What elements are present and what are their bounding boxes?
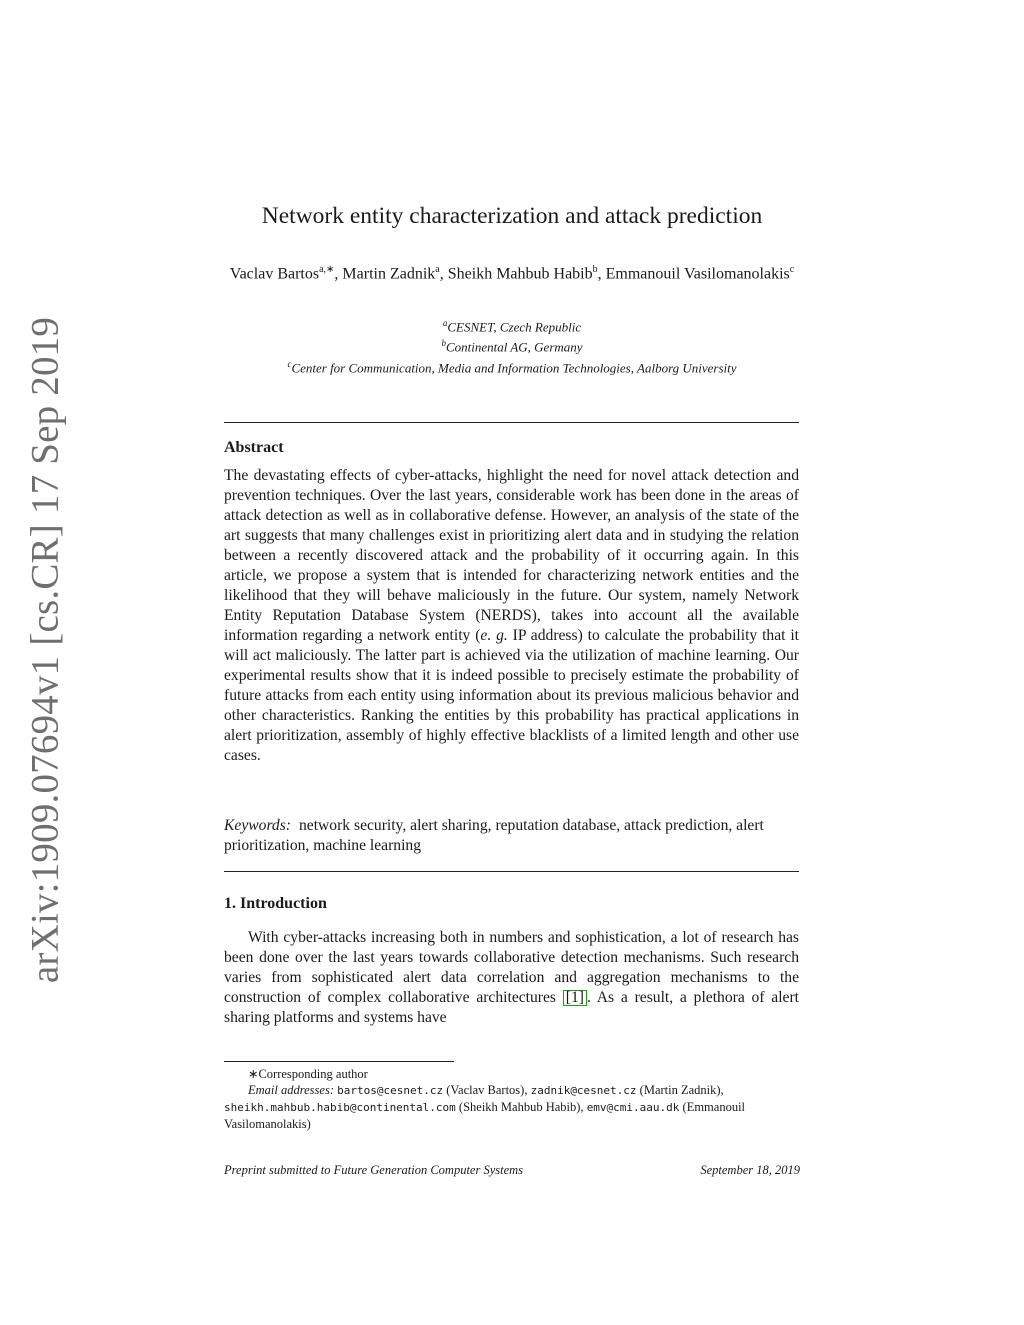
abstract-heading: Abstract (224, 439, 284, 456)
email-owner: (Emmanouil Vasilomanolakis) (224, 1100, 746, 1131)
abstract-eg: e. g. (480, 627, 508, 644)
affiliation (224, 335, 800, 355)
intro-part: With cyber-attacks increasing both in numbers and sophistication, a lot of research has been done over the last years towards collaborative detection mechanisms. Such research varies from sophisticated alert data correlation and aggregation mechanisms to the construction of complex collaborative architectures (224, 929, 799, 1006)
affiliation-sup: b (441, 338, 446, 349)
email-address[interactable]: sheikh.mahbub.habib@continental.com (224, 1101, 456, 1114)
email-owner: (Sheikh Mahbub Habib), (455, 1100, 587, 1114)
author-name: Vaclav Bartos (229, 265, 320, 283)
footer-date: September 18, 2019 (700, 1163, 800, 1177)
author-sup: c (789, 264, 795, 275)
arxiv-id: arXiv:1909.07694v1 [cs.CR] 17 Sep 2019 (23, 316, 67, 984)
affiliation-text: Center for Communication, Media and Information Technologies, Aalborg University (291, 359, 737, 375)
footer-journal: Preprint submitted to Future Generation Computer Systems (224, 1163, 524, 1177)
email-address[interactable]: zadnik@cesnet.cz (530, 1084, 637, 1097)
abstract-bottom-rule (224, 871, 799, 872)
email-owner: (Vaclav Bartos), (443, 1083, 531, 1097)
abstract-part: The devastating effects of cyber-attacks, highlight the need for novel attack detection and prevention techniques. Over the last years, considerable work has been done in the areas of attack detection as well as in collaborative defense. However, an analysis of the state of the art suggests that many challenges exist in prioritizing alert data and in studying the relation between a recently discovered attack and the probability of it occurring again. In this article, we propose a system that is intended for characterizing network entities and the likelihood that they will behave maliciously in the future. Our system, namely Network Entity Reputation Database System (NERDS), takes into account all the available information regarding a network entity ( (224, 467, 799, 644)
abstract-text (224, 466, 799, 766)
author-name: Martin Zadnik (342, 265, 436, 283)
keywords (224, 816, 799, 856)
email-address[interactable]: emv@cmi.aau.dk (586, 1101, 680, 1114)
email-addresses (224, 1082, 799, 1132)
section-heading-introduction: 1. Introduction (224, 895, 327, 912)
affiliation (224, 356, 800, 376)
citation-link[interactable]: [1] (563, 990, 587, 1006)
affiliation-text: CESNET, Czech Republic (447, 319, 582, 335)
author-sup: b (592, 264, 598, 275)
abstract-part: IP address) to calculate the probability that it will act maliciously. The latter part is achieved via the utilization of machine learning. Our experimental results show that it is indeed possible to precisely estimate the probability of future attacks from each entity using information about its previous malicious behavior and other characteristics. Ranking the entities by this probability has practical applications in alert prioritization, assembly of highly effective blacklists of a limited length and other use cases. (224, 627, 799, 764)
corresponding-author-note: ∗Corresponding author (248, 1067, 368, 1081)
affiliation-text: Continental AG, Germany (445, 339, 583, 355)
affiliation-sup: a (442, 318, 448, 328)
footnote (224, 1066, 799, 1132)
author-name: Sheikh Mahbub Habib (447, 265, 593, 283)
paper-title: Network entity characterization and attack prediction (261, 203, 763, 229)
email-owner: (Martin Zadnik), (636, 1083, 724, 1097)
abstract-top-rule (224, 422, 799, 423)
email-label: Email addresses: (248, 1083, 334, 1097)
intro-part: . As a result, a plethora of alert sharing platforms and systems have (224, 989, 800, 1026)
affiliation-sup: c (287, 358, 292, 369)
affiliation (224, 315, 800, 335)
keywords-text: network security, alert sharing, reputation database, attack prediction, alert prioritization, machine learning (224, 817, 764, 854)
footnote-rule (224, 1061, 454, 1062)
page-footer (224, 1163, 800, 1178)
affiliation-list (224, 315, 800, 376)
author-name: Emmanouil Vasilomanolakis (605, 265, 790, 283)
keywords-label: Keywords: (224, 817, 291, 834)
email-address[interactable]: bartos@cesnet.cz (337, 1084, 444, 1097)
author-sup: a (435, 264, 440, 275)
author-list: Vaclav Bartos$^{a,∗}$, Martin Zadnik$^a$, Sheikh Mahbub Habib$^b$, Emmanouil Vasilomanolakis$^c$ (229, 264, 795, 283)
introduction-text (224, 928, 799, 1028)
author-sup: a,∗ (319, 264, 335, 275)
